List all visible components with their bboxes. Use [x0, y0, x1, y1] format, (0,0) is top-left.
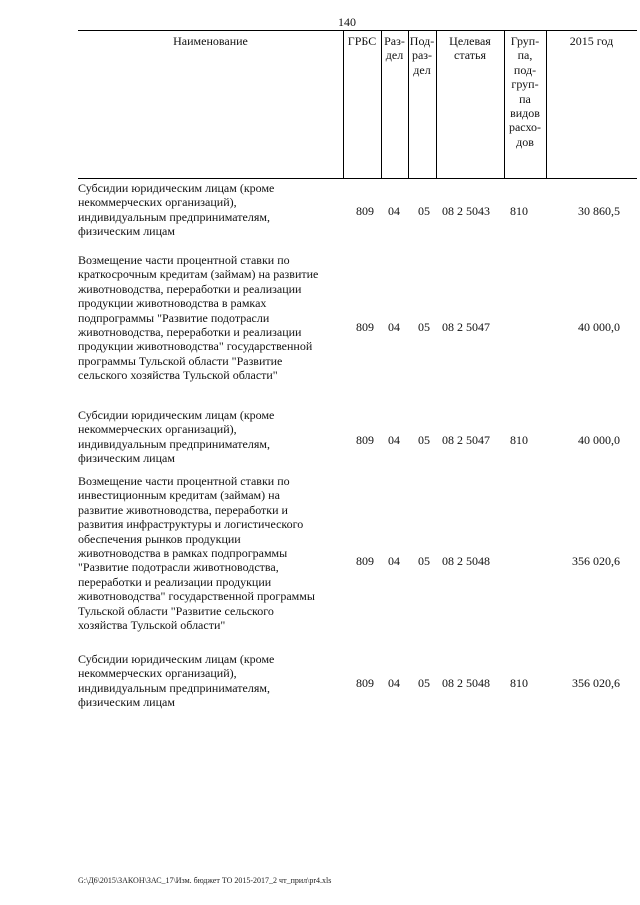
header-podrazdel: [408, 31, 436, 178]
text-line: дел: [385, 48, 404, 63]
text-line: животноводства, переработки и реализации: [78, 281, 302, 296]
text-line: дел: [413, 62, 431, 77]
row-celevaya: 08 2 5047: [442, 320, 490, 334]
text-line: индивидуальным предпринимателям,: [78, 436, 270, 451]
row-grbs: 809: [356, 320, 374, 334]
text-line: Груп-: [510, 34, 540, 48]
text-line: Возмещение части процентной ставки по: [78, 253, 290, 267]
text-line: обеспечения рынков продукции: [78, 531, 241, 546]
header-razdel-text: [381, 31, 408, 63]
row-razdel: 04: [388, 433, 400, 447]
text-line: подпрограммы "Развитие подотрасли: [78, 310, 270, 325]
text-line: Субсидии юридическим лицам (кроме: [78, 181, 275, 195]
text-line: физическим лицам: [78, 695, 175, 710]
row-sum: 30 860,5: [578, 204, 620, 218]
row-razdel: 04: [388, 204, 400, 218]
row-name: [78, 652, 343, 710]
row-vid: 810: [510, 204, 528, 218]
table-header: [78, 30, 637, 179]
text-line: Раз-: [384, 34, 405, 48]
text-line: некоммерческих организаций),: [78, 422, 237, 437]
row-name: [78, 253, 343, 383]
row-name: [78, 474, 343, 632]
header-razdel: [381, 31, 408, 178]
page-number: 140: [338, 15, 356, 29]
text-line: Тульской области "Развитие сельского: [78, 603, 274, 618]
header-celevaya: [436, 31, 504, 178]
text-line: животноводства, переработки и реализации: [78, 325, 302, 340]
text-line: Субсидии юридическим лицам (кроме: [78, 408, 275, 422]
row-celevaya: 08 2 5048: [442, 554, 490, 568]
text-line: па: [519, 91, 531, 106]
header-year-text: [546, 31, 637, 48]
row-sum: 356 020,6: [572, 554, 620, 568]
header-vid: [504, 31, 546, 178]
row-grbs: 809: [356, 676, 374, 690]
row-podrazdel: 05: [418, 204, 430, 218]
row-grbs: 809: [356, 433, 374, 447]
text-line: животноводства" государственной программы: [78, 589, 315, 604]
row-vid: 810: [510, 433, 528, 447]
text-line: груп-: [511, 77, 539, 92]
row-name: [78, 181, 343, 239]
text-line: индивидуальным предпринимателям,: [78, 680, 270, 695]
text-line: физическим лицам: [78, 224, 175, 239]
text-line: физическим лицам: [78, 451, 175, 466]
row-sum: 40 000,0: [578, 320, 620, 334]
row-sum: 40 000,0: [578, 433, 620, 447]
header-name: [78, 31, 343, 178]
row-razdel: 04: [388, 320, 400, 334]
row-sum: 356 020,6: [572, 676, 620, 690]
text-line: Целевая: [449, 34, 491, 48]
text-line: инвестиционным кредитам (займам) на: [78, 488, 280, 503]
text-line: 2015 год: [569, 34, 614, 48]
row-grbs: 809: [356, 554, 374, 568]
text-line: краткосрочным кредитам (займам) на развитие: [78, 267, 319, 282]
text-line: хозяйства Тульской области": [78, 618, 226, 633]
header-grbs-text: [343, 31, 381, 48]
header-year: [546, 31, 637, 178]
text-line: Наименование: [173, 34, 248, 48]
text-line: статья: [454, 48, 486, 63]
text-line: продукции животноводства" государственной: [78, 339, 313, 354]
row-vid: 810: [510, 676, 528, 690]
text-line: развитие животноводства, переработки и: [78, 502, 288, 517]
text-line: па,: [517, 48, 533, 63]
text-line: продукции животноводства в рамках: [78, 296, 267, 311]
row-grbs: 809: [356, 204, 374, 218]
text-line: расхо-: [508, 120, 542, 135]
row-podrazdel: 05: [418, 433, 430, 447]
header-celevaya-text: [436, 31, 504, 63]
text-line: "Развитие подотрасли животноводства,: [78, 560, 279, 575]
header-grbs: [343, 31, 381, 178]
text-line: некоммерческих организаций),: [78, 195, 237, 210]
row-razdel: 04: [388, 554, 400, 568]
text-line: под-: [513, 62, 537, 77]
header-vid-text: [504, 31, 546, 149]
text-line: раз-: [411, 48, 433, 63]
text-line: Субсидии юридическим лицам (кроме: [78, 652, 275, 666]
row-podrazdel: 05: [418, 554, 430, 568]
text-line: ГРБС: [347, 34, 377, 48]
header-name-text: [78, 31, 343, 48]
text-line: Под-: [409, 34, 435, 48]
text-line: переработки и реализации продукции: [78, 574, 272, 589]
text-line: дов: [516, 134, 534, 149]
row-podrazdel: 05: [418, 320, 430, 334]
text-line: Возмещение части процентной ставки по: [78, 474, 290, 488]
row-celevaya: 08 2 5048: [442, 676, 490, 690]
row-podrazdel: 05: [418, 676, 430, 690]
file-path-footer: G:\Д6\2015\ЗАКОН\ЗАС_17\Изм. бюджет ТО 2015-2017_2 чт_прил\pr4.xls: [78, 876, 332, 885]
row-celevaya: 08 2 5043: [442, 204, 490, 218]
row-razdel: 04: [388, 676, 400, 690]
text-line: сельского хозяйства Тульской области": [78, 368, 278, 383]
text-line: программы Тульской области "Развитие: [78, 353, 283, 368]
text-line: некоммерческих организаций),: [78, 666, 237, 681]
row-name: [78, 408, 343, 466]
text-line: развития инфраструктуры и логистического: [78, 517, 304, 532]
text-line: индивидуальным предпринимателям,: [78, 209, 270, 224]
row-celevaya: 08 2 5047: [442, 433, 490, 447]
text-line: видов: [510, 106, 540, 121]
text-line: животноводства в рамках подпрограммы: [78, 546, 288, 561]
header-podrazdel-text: [408, 31, 436, 77]
